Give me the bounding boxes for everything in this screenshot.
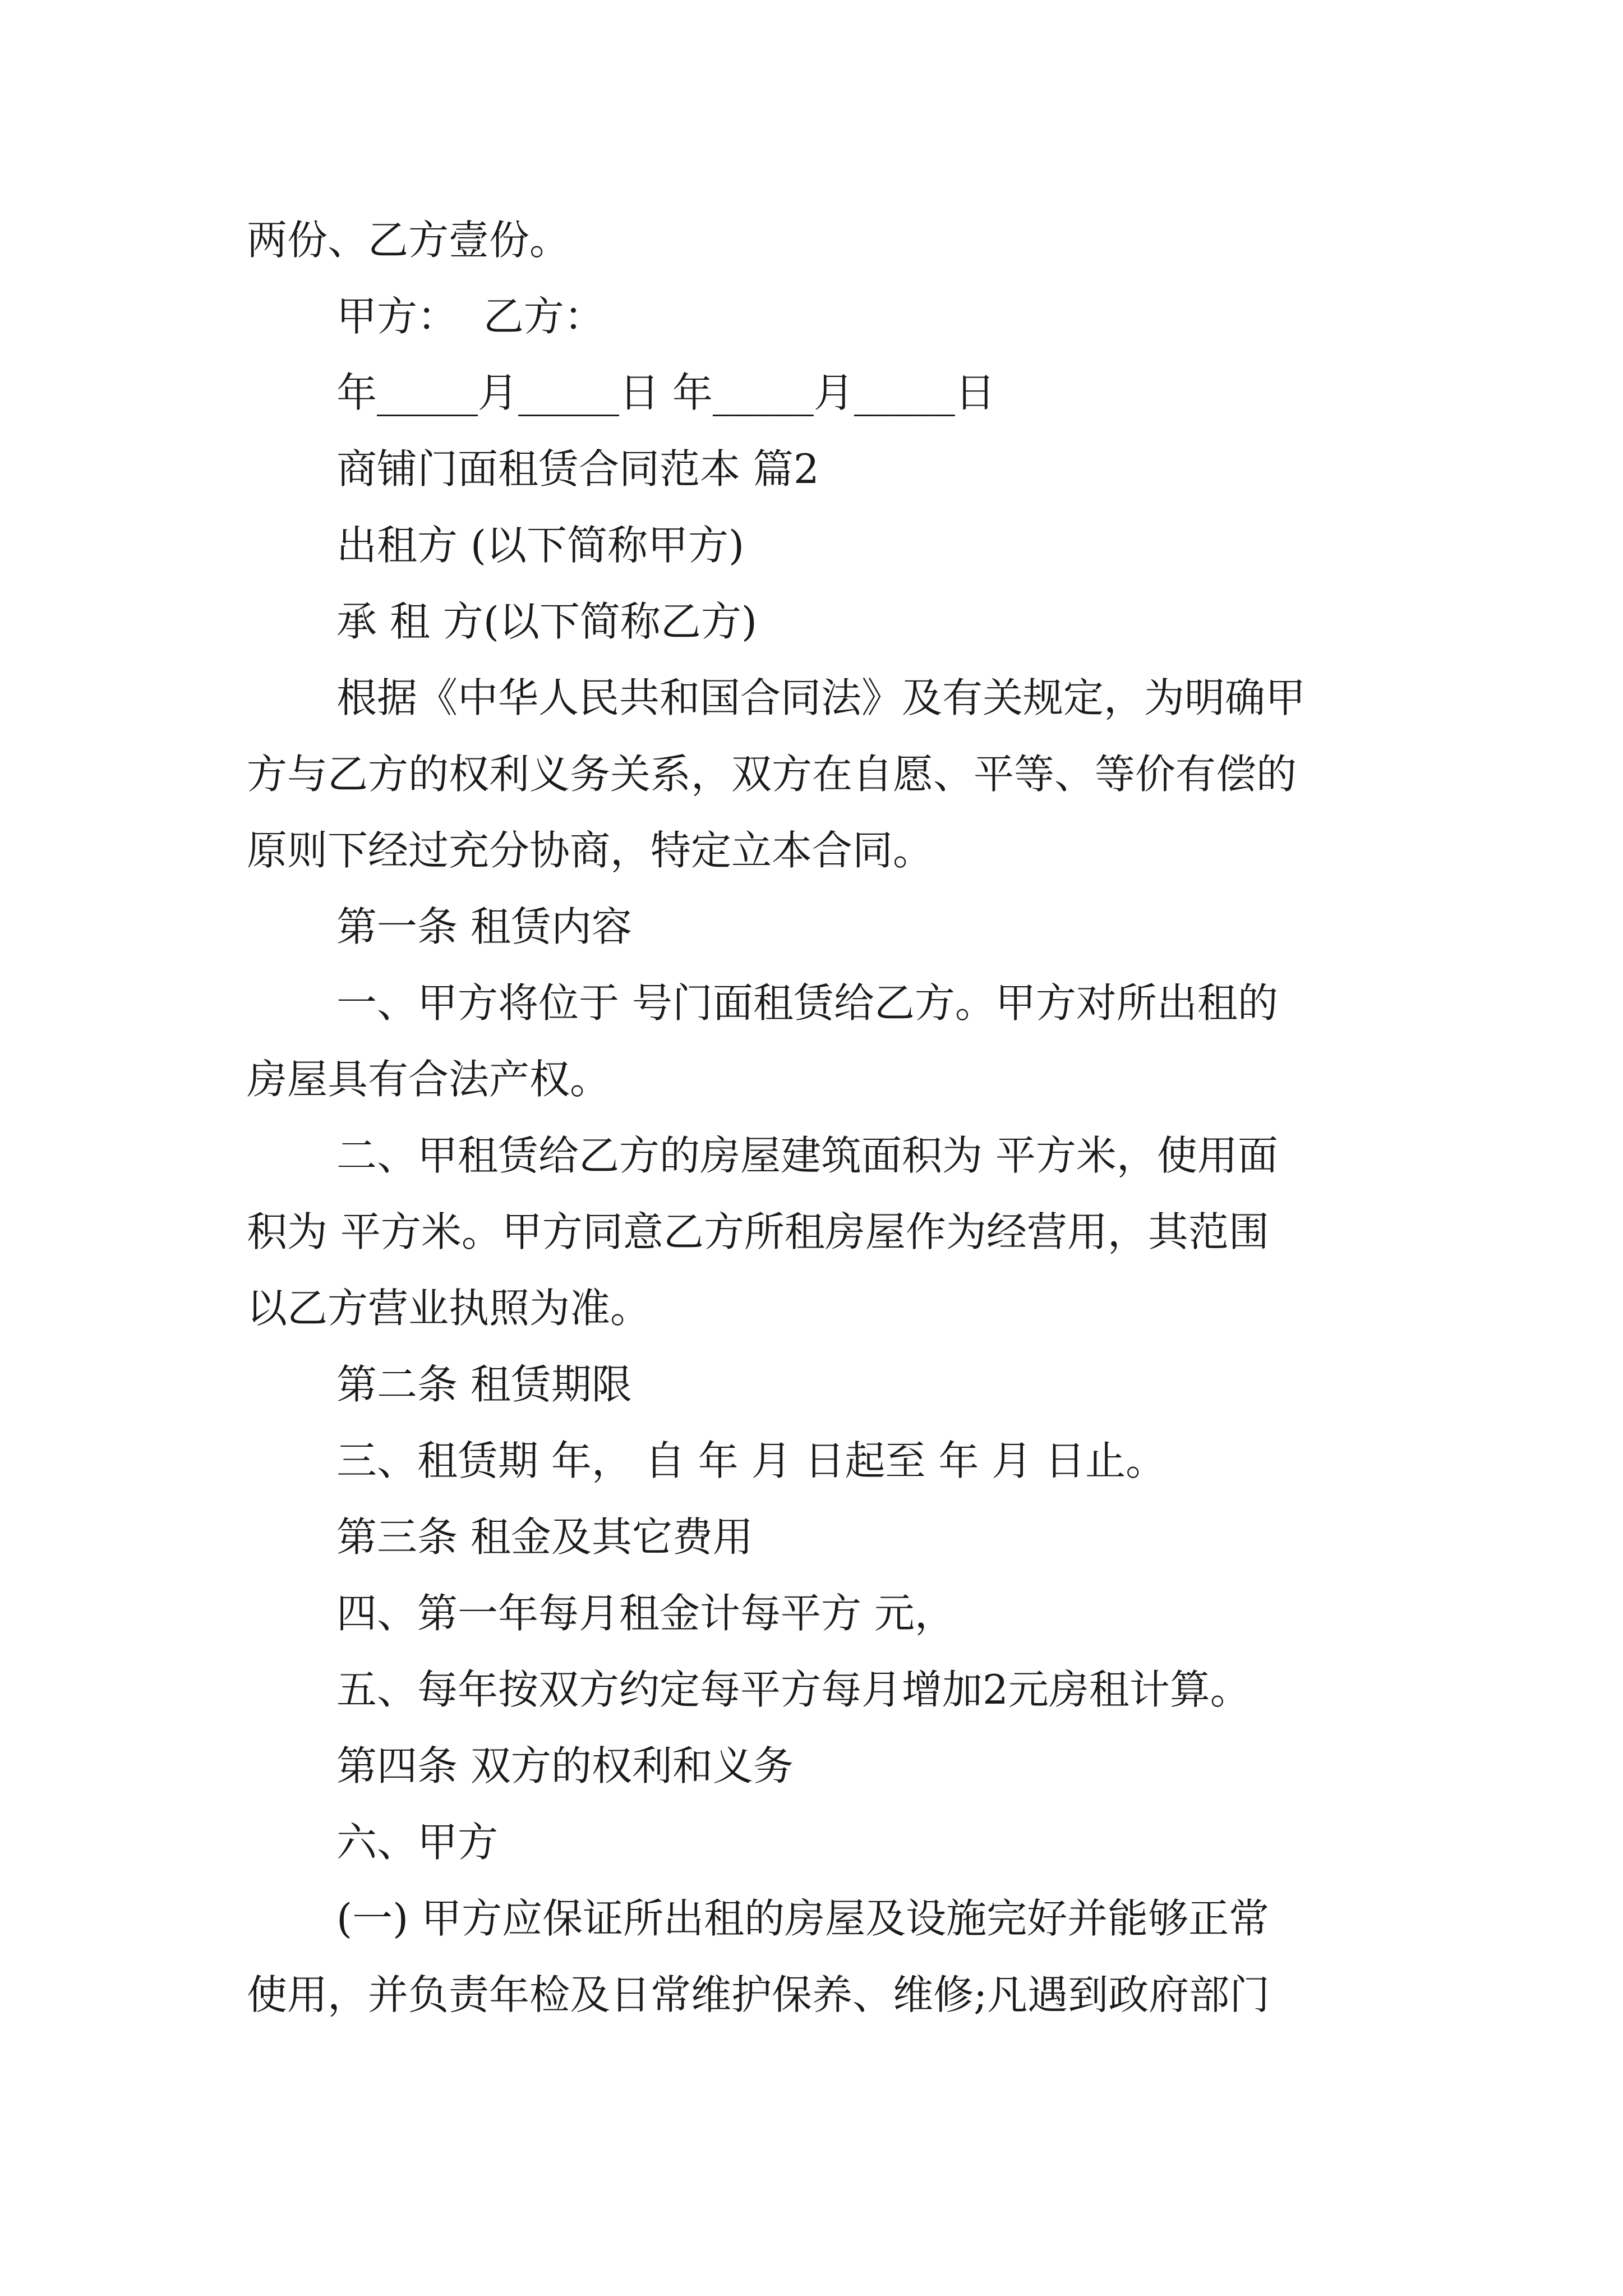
text-line: 二、甲租赁给乙方的房屋建筑面积为 平方米，使用面 — [336, 1132, 1278, 1179]
text-line: 积为 平方米。甲方同意乙方所租房屋作为经营用，其范围 — [247, 1208, 1269, 1255]
text-line: (一) 甲方应保证所出租的房屋及设施完好并能够正常 — [336, 1895, 1270, 1942]
text-line: 以乙方营业执照为准。 — [247, 1285, 651, 1332]
text-line: 年_____月_____日 年_____月_____日 — [336, 369, 995, 416]
text-line: 五、每年按双方约定每平方每月增加2元房租计算。 — [336, 1666, 1251, 1713]
text-line: 方与乙方的权利义务关系，双方在自愿、平等、等价有偿的 — [247, 751, 1297, 798]
text-line: 出租方 (以下简称甲方) — [336, 522, 745, 569]
article-heading: 第四条 双方的权利和义务 — [336, 1742, 794, 1789]
text-line: 原则下经过充分协商，特定立本合同。 — [247, 827, 934, 874]
section-title: 商铺门面租赁合同范本 篇2 — [336, 445, 819, 493]
text-line: 根据《中华人民共和国合同法》及有关规定，为明确甲 — [336, 674, 1306, 721]
article-heading: 第一条 租赁内容 — [336, 903, 632, 950]
text-line: 三、租赁期 年， 自 年 月 日起至 年 月 日止。 — [336, 1437, 1166, 1484]
contract-text — [247, 202, 1380, 2033]
text-line: 两份、乙方壹份。 — [247, 217, 570, 264]
text-line: 甲方： 乙方： — [336, 293, 605, 340]
text-line: 四、第一年每月租金计每平方 元， — [336, 1590, 955, 1637]
text-line: 房屋具有合法产权。 — [247, 1056, 611, 1103]
article-heading: 第二条 租赁期限 — [336, 1361, 632, 1408]
text-line: 一、甲方将位于 号门面租赁给乙方。甲方对所出租的 — [336, 979, 1278, 1027]
article-heading: 第三条 租金及其它费用 — [336, 1513, 753, 1561]
text-line: 六、甲方 — [336, 1819, 499, 1866]
text-line: 承 租 方(以下简称乙方) — [336, 598, 757, 645]
text-line: 使用，并负责年检及日常维护保养、维修;凡遇到政府部门 — [247, 1971, 1270, 2018]
